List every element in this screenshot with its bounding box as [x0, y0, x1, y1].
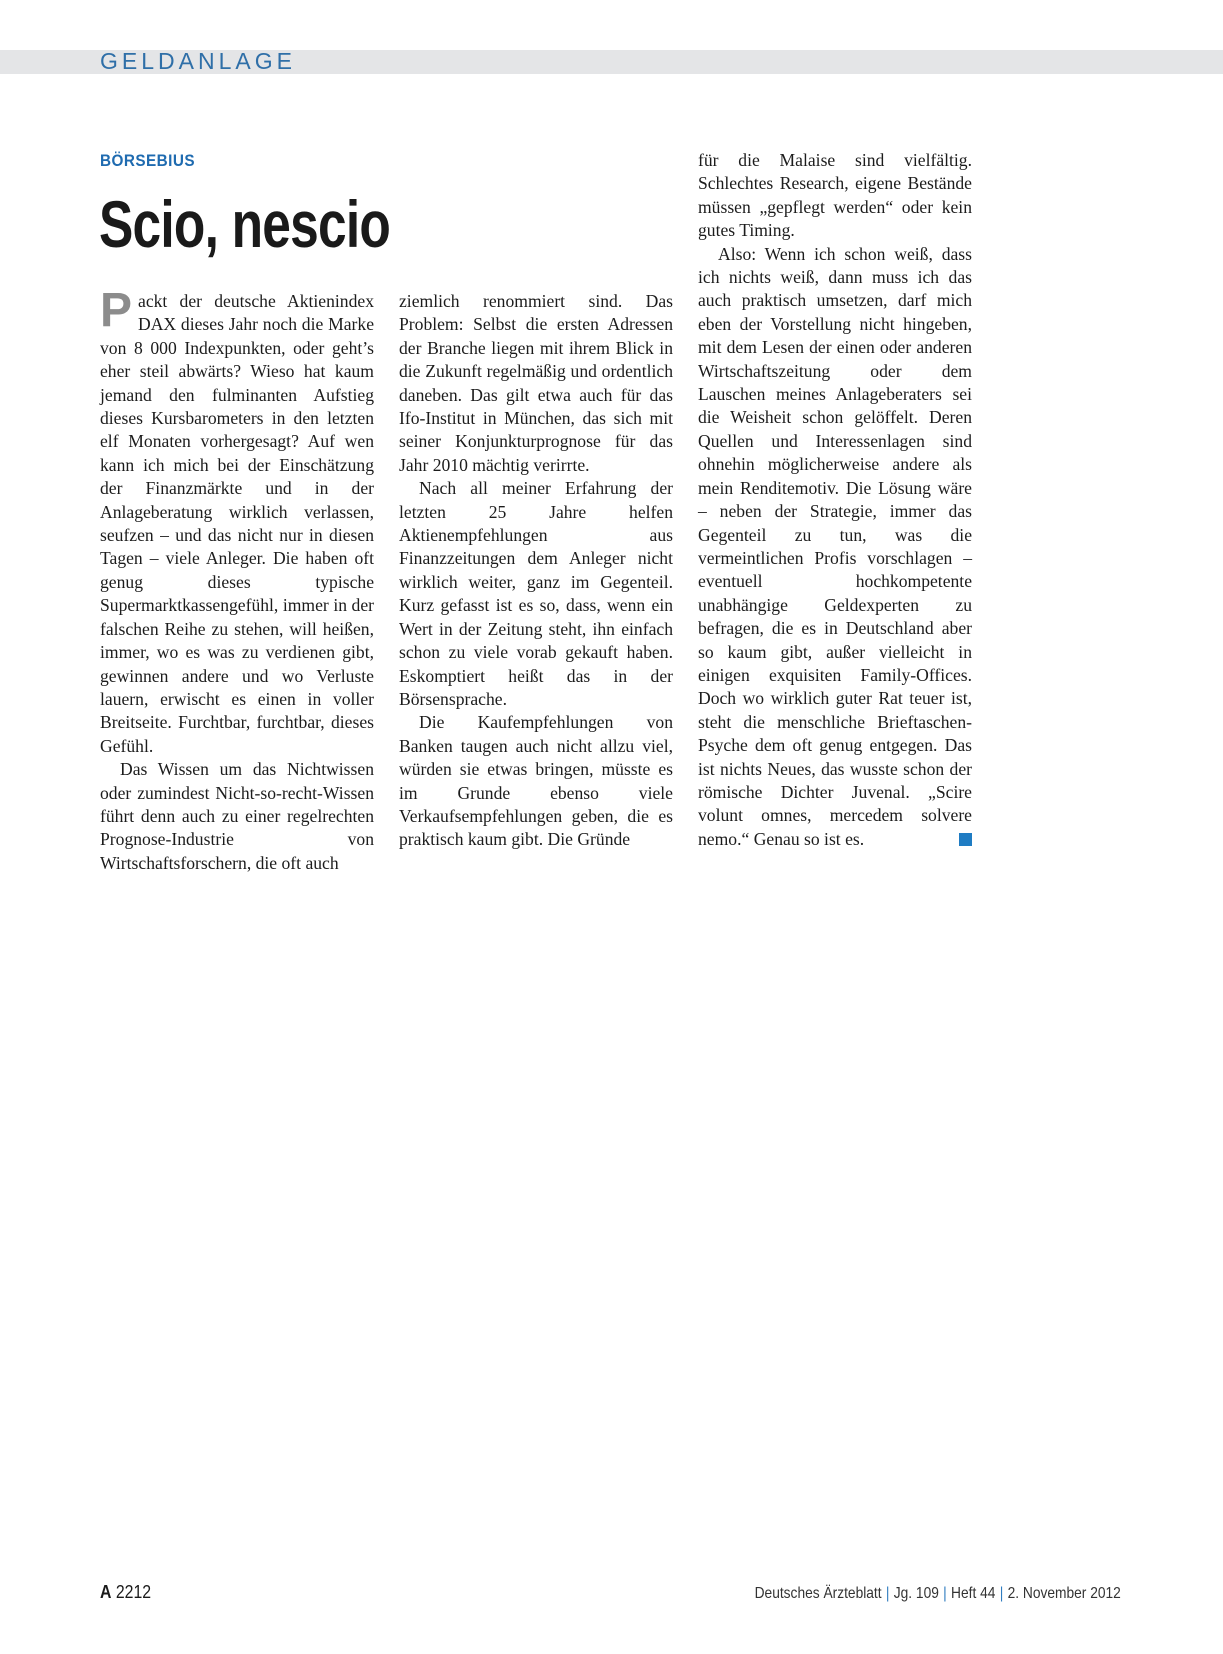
footer-citation — [755, 1585, 1121, 1603]
page-number: A 2212 — [100, 1582, 152, 1602]
journal-date: 2. November 2012 — [1007, 1585, 1121, 1602]
text-column-1 — [100, 284, 374, 875]
drop-cap: P — [100, 284, 133, 337]
paragraph: Die Kaufempfehlungen von Banken taugen auch nicht allzu viel, würden sie etwas bringen, müsste es im Grunde ebenso viele Verkaufsempfehlungen geben, die es praktisch kaum gibt. Die Gründe — [399, 712, 673, 850]
paragraph: Also: Wenn ich schon weiß, dass ich nichts weiß, dann muss ich das auch praktisch umsetzen, darf mich eben der Vorstellung nicht hingeben, mit dem Lesen der einen oder anderen Wirtschaftszeitung oder dem Lauschen meines Anlageberaters sei die Weisheit schon gelöffelt. Deren Quellen und Interessenlagen sind ohnehin möglicherweise andere als mein Renditemotiv. Die Lösung wäre – neben der Strategie, immer das Gegenteil zu tun, was die vermeintlichen Profis vorschlagen – eventuell hochkompetente unabhängige Geldexperten zu befragen, die es in Deutschland aber so kaum gibt, außer vielleicht in einigen exquisiten Family-Offices. Doch wo wirklich guter Rat teuer ist, steht die menschliche Brieftaschen-Psyche dem oft genug entgegen. Das ist nichts Neues, das wusste schon der römische Dichter Juvenal. „Scire volunt omnes, mercedem solvere nemo.“ Genau so ist es. — [698, 243, 972, 849]
end-of-article-square-icon — [959, 833, 972, 846]
paragraph: für die Malaise sind vielfältig. Schlechtes Research, eigene Bestände müssen „gepflegt werden“ oder kein gutes Timing. — [698, 150, 972, 241]
article-kicker: BÖRSEBIUS — [100, 151, 196, 170]
text-column-3 — [698, 149, 972, 851]
journal-volume: Jg. 109 — [893, 1585, 940, 1602]
separator: | — [943, 1585, 947, 1602]
journal-name: Deutsches Ärzteblatt — [754, 1585, 882, 1602]
text-column-2 — [399, 290, 673, 852]
article-title: Scio, nescio — [99, 187, 391, 261]
paragraph: Das Wissen um das Nichtwissen oder zumindest Nicht-so-recht-Wissen führt denn auch zu einer regelrechten Prognose-Industrie von Wirtschaftsforschern, die oft auch — [100, 759, 374, 873]
journal-issue: Heft 44 — [951, 1585, 996, 1602]
paragraph: Nach all meiner Erfahrung der letzten 25 Jahre helfen Aktienempfehlungen aus Finanzzeitungen dem Anleger nicht wirklich weiter, ganz im Gegenteil. Kurz gefasst ist es so, dass, wenn ein Wert in der Zeitung steht, ihn einfach schon zu viele vorab gekauft haben. Eskomptiert heißt das in der Börsensprache. — [399, 478, 673, 709]
separator: | — [886, 1585, 890, 1602]
paragraph: ziemlich renommiert sind. Das Problem: Selbst die ersten Adressen der Branche liegen mit ihrem Blick in die Zukunft regelmäßig und ordentlich daneben. Das gilt etwa auch für das Ifo-Institut in München, das sich mit seiner Konjunkturprognose für das Jahr 2010 mächtig verirrte. — [399, 291, 673, 475]
paragraph: Packt der deutsche Aktienindex DAX dieses Jahr noch die Marke von 8 000 Indexpunkten, oder geht’s eher steil abwärts? Wieso hat kaum jemand den fulminanten Aufstieg dieses Kursbarometers in den letzten elf Monaten vorhergesagt? Auf wen kann ich mich bei der Einschätzung der Finanzmärkte und in der Anlageberatung wirklich verlassen, seufzen – und das nicht nur in diesen Tagen – viele Anleger. Die haben oft genug dieses typische Supermarktkassengefühl, immer in der falschen Reihe zu stehen, will heißen, immer, wo es was zu verdienen gibt, gewinnen andere und wo Verluste lauern, erwischt es einen in voller Breitseite. Furchtbar, furchtbar, dieses Gefühl. — [100, 284, 374, 756]
section-label: GELDANLAGE — [100, 48, 296, 74]
separator: | — [999, 1585, 1004, 1602]
